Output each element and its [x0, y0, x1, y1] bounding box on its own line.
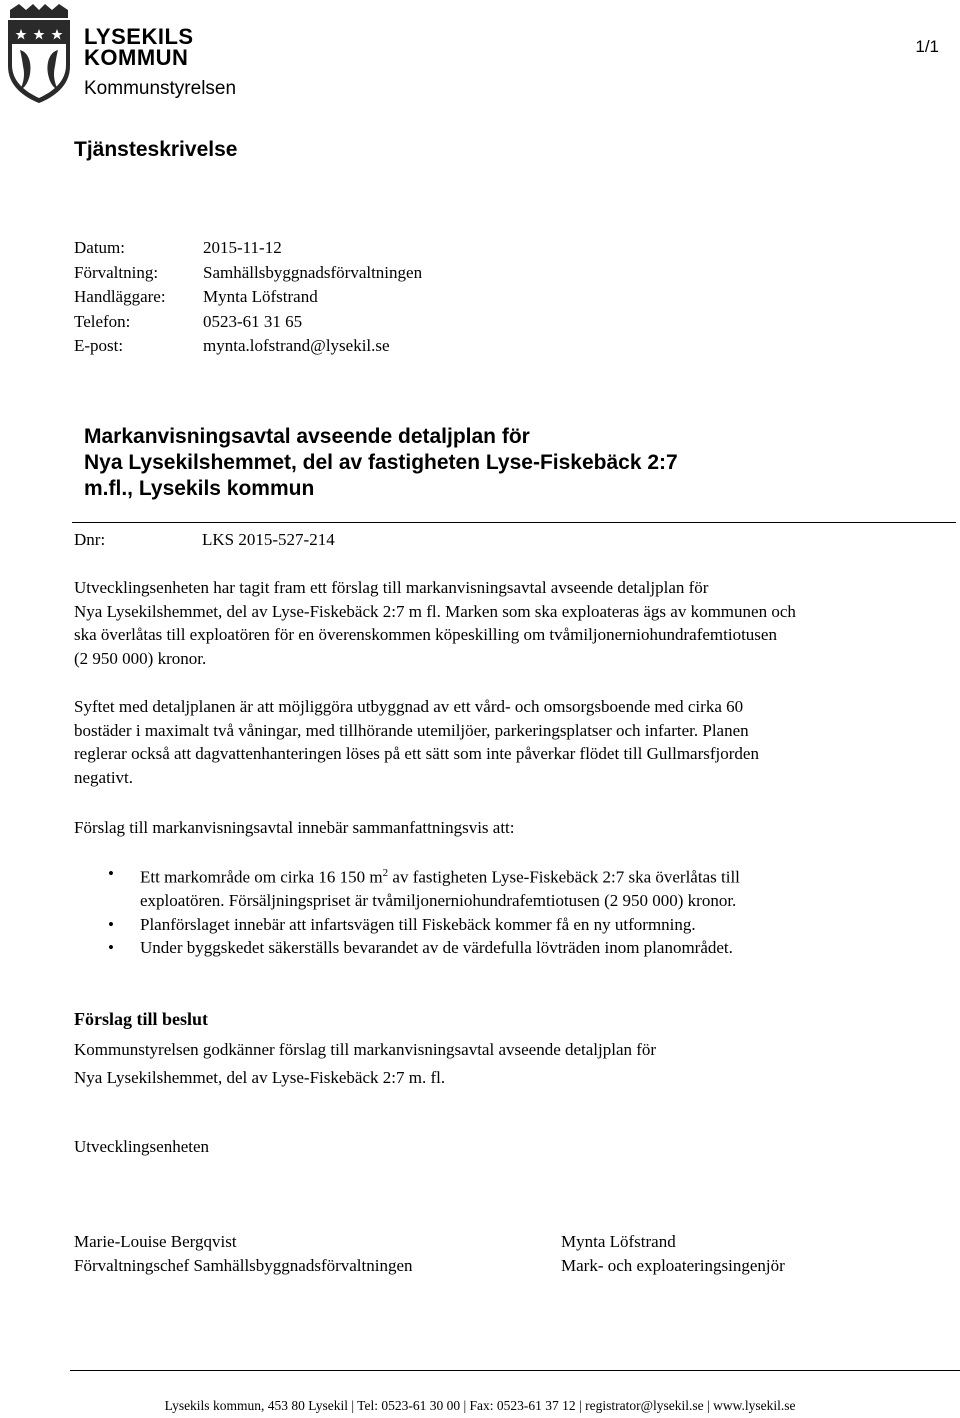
signatory-name: Marie-Louise Bergqvist: [74, 1232, 237, 1251]
meta-value: 2015-11-12: [203, 238, 282, 257]
footer-divider: [70, 1370, 960, 1371]
document-title: [84, 424, 784, 502]
title-divider: [72, 522, 956, 523]
signatory-name: Mynta Löfstrand: [561, 1232, 676, 1251]
list-item: • Ett markområde om cirka 16 150 $m^2$ av fastigheten Lyse-Fiskebäck 2:7 ska överlåtas till exploatören. Försäljningspriset är tvåmiljonerniohundrafemtiotusen (2 950 000) kronor.: [74, 862, 944, 913]
lysekil-crest-logo: [6, 4, 72, 104]
case-number-value: LKS 2015-527-214: [202, 530, 335, 549]
signature-block-left: [74, 1230, 413, 1278]
page-number: 1/1: [915, 37, 939, 56]
meta-label: E-post:: [74, 336, 124, 355]
meta-row-email: [74, 334, 422, 359]
signature-block-right: [561, 1230, 785, 1278]
meta-row-officer: [74, 285, 422, 310]
title-line: Nya Lysekilshemmet, del av fastigheten Lyse-Fiskebäck 2:7: [84, 451, 678, 474]
municipality-logo-text: LYSEKILS KOMMUN: [84, 24, 194, 70]
decision-heading: Förslag till beslut: [74, 1009, 208, 1029]
meta-value: 0523-61 31 65: [203, 311, 303, 331]
signatory-title: Mark- och exploateringsingenjör: [561, 1256, 785, 1275]
meta-value: mynta.lofstrand@lysekil.se: [203, 336, 390, 355]
paragraph-purpose: Syftet med detaljplanen är att möjliggöra utbyggnad av ett vård- och omsorgsboende med cirka 60 bostäder i maximalt två våningar, med tillhörande utemiljöer, parkeringsplatser och infarter. Planen reglerar också att dagvattenhanteringen löses på ett sätt som inte påverkar flödet till Gullmarsfjorden negativt.: [74, 697, 759, 787]
summary-bullet-list: [74, 862, 944, 960]
meta-label: Datum:: [74, 238, 125, 257]
signatory-title: Förvaltningschef Samhällsbyggnadsförvaltningen: [74, 1256, 413, 1275]
case-number: [74, 530, 335, 550]
title-line: m.fl., Lysekils kommun: [84, 477, 315, 500]
meta-label: Telefon:: [74, 311, 131, 331]
meta-label: Handläggare:: [74, 287, 166, 306]
paragraph-intro: Utvecklingsenheten har tagit fram ett förslag till markanvisningsavtal avseende detaljplan för Nya Lysekilshemmet, del av Lyse-Fiskebäck 2:7 m fl. Marken som ska exploateras ägs av kommunen och ska överlåtas till exploatören för en överenskommen köpeskilling om tvåmiljonerniohundrafemtiotusen (2 950 000) kronor.: [74, 578, 796, 668]
decision-text: Kommunstyrelsen godkänner förslag till markanvisningsavtal avseende detaljplan för Nya Lysekilshemmet, del av Lyse-Fiskebäck 2:7 m. fl.: [74, 1040, 657, 1087]
list-item: • Planförslaget innebär att infartsvägen till Fiskebäck kommer få en ny utformning.: [74, 913, 944, 937]
meta-row-date: [74, 236, 422, 261]
footer-contact-info: Lysekils kommun, 453 80 Lysekil | Tel: 0523-61 30 00 | Fax: 0523-61 37 12 | registrator@lysekil.se | www.lysekil.se: [164, 1398, 796, 1413]
case-number-label: Dnr:: [74, 530, 106, 549]
meta-row-administration: [74, 261, 422, 286]
meta-value: Samhällsbyggnadsförvaltningen: [203, 262, 423, 282]
department-name: Kommunstyrelsen: [84, 78, 237, 99]
title-line: Markanvisningsavtal avseende detaljplan för: [84, 425, 530, 448]
metadata-block: [74, 236, 422, 359]
document-type-heading: Tjänsteskrivelse: [74, 138, 238, 161]
summary-intro: Förslag till markanvisningsavtal innebär sammanfattningsvis att:: [74, 818, 515, 837]
meta-label: Förvaltning:: [74, 262, 159, 282]
meta-row-phone: [74, 310, 422, 335]
list-item: • Under byggskedet säkerställs bevarandet av de värdefulla lövträden inom planområdet.: [74, 936, 944, 960]
meta-value: Mynta Löfstrand: [203, 287, 318, 306]
issuing-unit: Utvecklingsenheten: [74, 1137, 210, 1156]
